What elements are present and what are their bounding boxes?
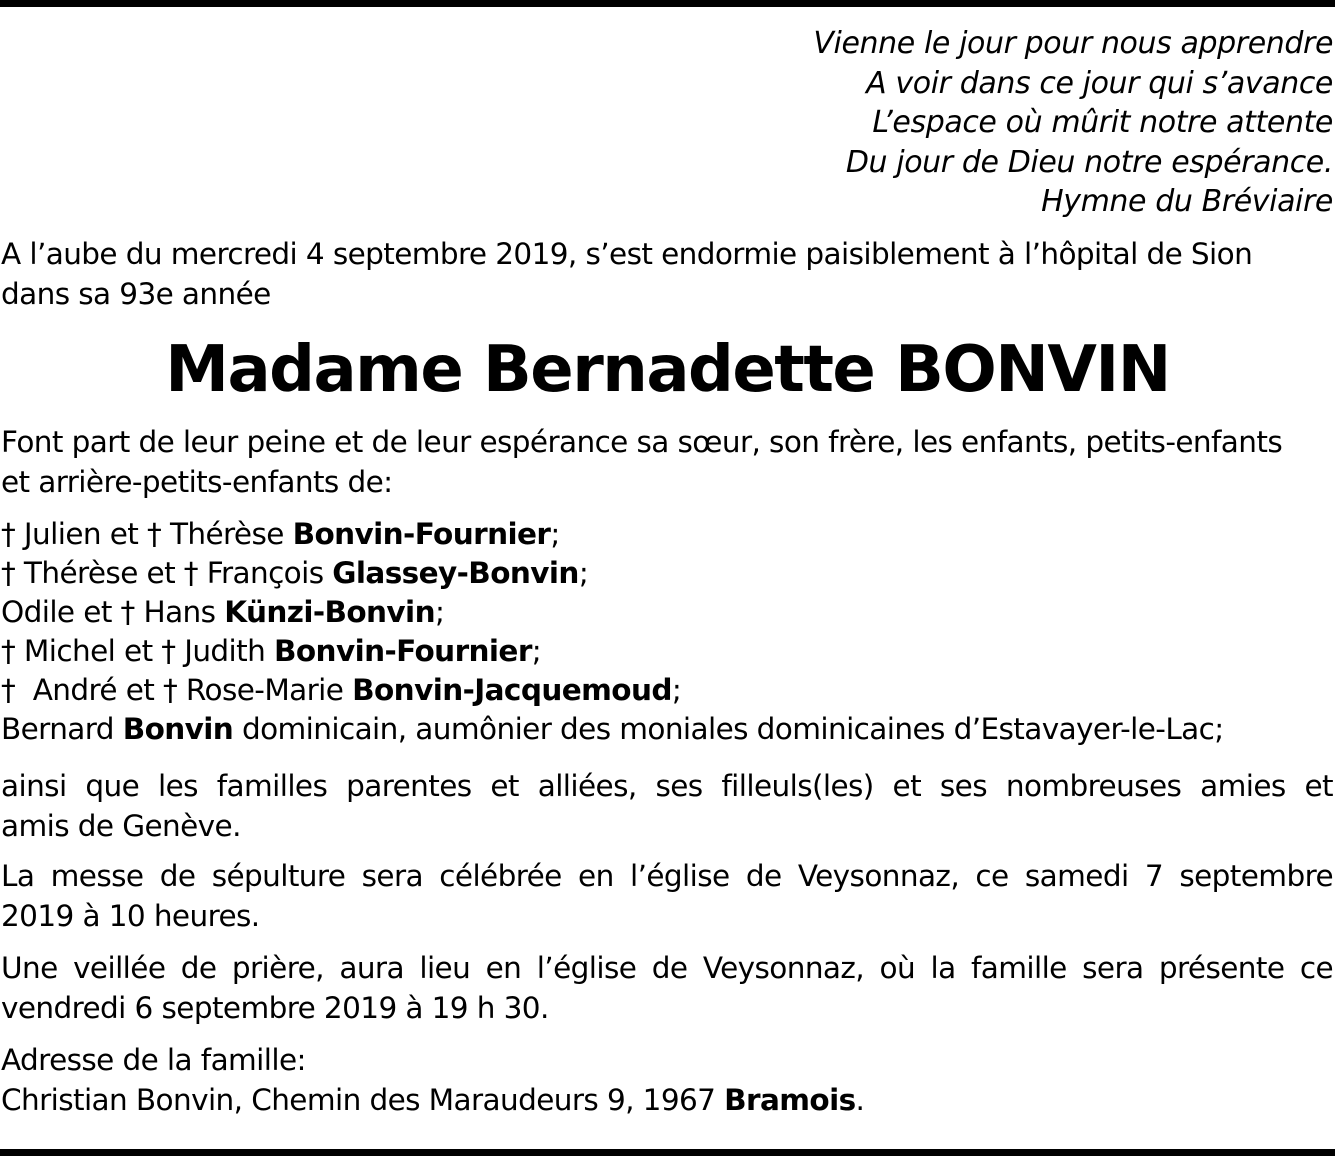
- poem-line: L’espace où mûrit notre attente: [872, 105, 1333, 140]
- address-street: Christian Bonvin, Chemin des Maraudeurs 9, 1967: [1, 1083, 725, 1117]
- family-suffix: ;: [550, 517, 560, 551]
- poem-epigraph: [0, 24, 1333, 222]
- family-surname: Glassey-Bonvin: [332, 556, 579, 590]
- family-suffix: ;: [531, 634, 542, 668]
- vigil-line: vendredi 6 septembre 2019 à 19 h 30.: [1, 991, 549, 1025]
- relatives-paragraph: [1, 766, 1333, 846]
- family-given-names: † Julien et † Thérèse: [1, 517, 293, 551]
- address-city: Bramois: [724, 1083, 856, 1117]
- vigil-line: Une veillée de prière, aura lieu en l’église de Veysonnaz, où la famille sera présente ce: [1, 951, 1333, 985]
- family-given-names: Bernard: [1, 712, 123, 746]
- relatives-line: amis de Genève.: [1, 809, 241, 843]
- family-given-names: † Michel et † Judith: [1, 634, 274, 668]
- poem-attribution: Hymne du Bréviaire: [1041, 184, 1333, 219]
- family-item: [1, 593, 1333, 632]
- announcement-paragraph: [1, 422, 1333, 502]
- family-suffix: ;: [578, 556, 589, 590]
- family-item: [1, 515, 1333, 554]
- family-list: [1, 515, 1333, 749]
- intro-line: A l’aube du mercredi 4 septembre 2019, s’est endormie paisiblement à l’hôpital de Sion: [1, 237, 1253, 271]
- announcement-line: Font part de leur peine et de leur espérance sa sœur, son frère, les enfants, petits-enfants: [1, 425, 1283, 459]
- vigil-paragraph: [1, 948, 1333, 1028]
- address-label: Adresse de la famille:: [1, 1043, 306, 1077]
- family-given-names: † Thérèse et † François: [1, 556, 333, 590]
- poem-line: A voir dans ce jour qui s’avance: [866, 65, 1333, 101]
- address-line: [1, 1080, 1333, 1120]
- address-end: .: [855, 1083, 865, 1117]
- address-block: [1, 1040, 1333, 1120]
- family-surname: Bonvin-Fournier: [292, 517, 551, 551]
- funeral-paragraph: [1, 856, 1333, 936]
- family-surname: Bonvin: [122, 712, 234, 746]
- top-rule: [0, 0, 1335, 7]
- family-suffix: ;: [434, 595, 445, 629]
- family-item: [1, 710, 1333, 749]
- family-suffix: ;: [671, 673, 682, 707]
- family-given-names: Odile et † Hans: [1, 595, 225, 629]
- family-suffix: dominicain, aumônier des moniales dominicaines d’Estavayer-le-Lac;: [233, 712, 1224, 746]
- family-given-names: † André et † Rose-Marie: [1, 673, 353, 707]
- bottom-rule: [0, 1149, 1335, 1156]
- funeral-line: La messe de sépulture sera célébrée en l’église de Veysonnaz, ce samedi 7 septembre: [1, 859, 1333, 893]
- family-item: [1, 671, 1333, 710]
- poem-line: Vienne le jour pour nous apprendre: [813, 26, 1333, 61]
- family-surname: Bonvin-Jacquemoud: [352, 673, 672, 707]
- family-item: [1, 554, 1333, 593]
- announcement-line: et arrière-petits-enfants de:: [1, 465, 393, 499]
- funeral-line: 2019 à 10 heures.: [1, 899, 260, 933]
- family-surname: Künzi-Bonvin: [224, 595, 435, 629]
- family-item: [1, 632, 1333, 671]
- relatives-line: ainsi que les familles parentes et alliées, ses filleuls(les) et ses nombreuses amies et: [1, 769, 1333, 803]
- poem-line: Du jour de Dieu notre espérance.: [845, 144, 1333, 180]
- intro-line: dans sa 93e année: [1, 277, 271, 311]
- intro-paragraph: [1, 234, 1333, 314]
- deceased-name: Madame Bernadette BONVIN: [165, 333, 1170, 407]
- family-surname: Bonvin-Fournier: [274, 634, 532, 668]
